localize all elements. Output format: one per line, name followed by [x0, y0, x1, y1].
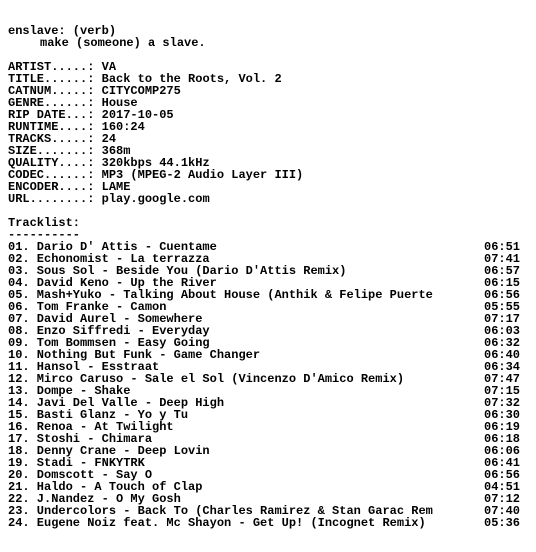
track-duration: 07:47: [484, 372, 521, 386]
info-label: ARTIST.....:: [8, 61, 102, 73]
track-title: 23. Undercolors - Back To (Charles Ramirez & Stan Garac Rem: [8, 505, 433, 517]
track-title: 21. Haldo - A Touch of Clap: [8, 481, 203, 493]
track-row: [8, 349, 528, 361]
info-label: URL........:: [8, 193, 102, 205]
track-duration: 06:56: [484, 468, 521, 482]
info-label: RUNTIME....:: [8, 121, 102, 133]
info-row: [8, 133, 528, 145]
info-value: 2017-10-05: [101, 109, 174, 121]
track-title: 22. J.Nandez - O My Gosh: [8, 493, 181, 505]
track-title: 10. Nothing But Funk - Game Changer: [8, 349, 261, 361]
track-duration: 05:36: [484, 516, 521, 530]
track-title: 13. Dompe - Shake: [8, 385, 131, 397]
info-value: play.google.com: [101, 193, 210, 205]
info-label: CATNUM.....:: [8, 85, 102, 97]
info-row: [8, 85, 528, 97]
track-duration: 07:41: [484, 252, 521, 266]
track-row: [8, 433, 528, 445]
track-row: [8, 361, 528, 373]
info-value: House: [101, 97, 138, 109]
info-label: RIP DATE...:: [8, 109, 102, 121]
info-value: 368m: [101, 145, 131, 157]
track-title: 05. Mash+Yuko - Talking About House (Anthik & Felipe Puerte: [8, 289, 433, 301]
track-row: [8, 265, 528, 277]
info-value: MP3 (MPEG-2 Audio Layer III): [101, 169, 304, 181]
track-row: [8, 301, 528, 313]
track-duration: 06:56: [484, 288, 521, 302]
track-row: [8, 241, 528, 253]
track-row: [8, 457, 528, 469]
track-row: [8, 397, 528, 409]
track-duration: 06:06: [484, 444, 521, 458]
track-title: 14. Javi Del Valle - Deep High: [8, 397, 225, 409]
track-duration: 07:40: [484, 504, 521, 518]
track-title: 02. Echonomist - La terrazza: [8, 253, 210, 265]
info-row: [8, 73, 528, 85]
track-title: 11. Hansol - Esstraat: [8, 361, 160, 373]
track-title: 20. Domscott - Say O: [8, 469, 153, 481]
spacer: [8, 49, 528, 61]
track-row: [8, 409, 528, 421]
track-row: [8, 481, 528, 493]
track-duration: 05:55: [484, 300, 521, 314]
track-row: [8, 493, 528, 505]
track-row: [8, 313, 528, 325]
info-value: 24: [101, 133, 117, 145]
track-title: 07. David Aurel - Somewhere: [8, 313, 203, 325]
track-title: 16. Renoa - At Twilight: [8, 421, 174, 433]
track-row: [8, 277, 528, 289]
track-title: 19. Stadi - FNKYTRK: [8, 457, 145, 469]
info-label: SIZE.......:: [8, 145, 102, 157]
info-row: [8, 157, 528, 169]
info-value: LAME: [101, 181, 131, 193]
track-row: [8, 517, 528, 529]
track-row: [8, 505, 528, 517]
info-value: CITYCOMP275: [101, 85, 181, 97]
definition-meaning: make (someone) a slave.: [40, 37, 206, 49]
info-label: QUALITY....:: [8, 157, 102, 169]
info-label: GENRE......:: [8, 97, 102, 109]
track-row: [8, 289, 528, 301]
info-row: [8, 121, 528, 133]
info-row: [8, 109, 528, 121]
info-value: VA: [101, 61, 117, 73]
track-title: 01. Dario D' Attis - Cuentame: [8, 241, 217, 253]
tracklist-heading: Tracklist:: [8, 217, 81, 229]
track-duration: 07:15: [484, 384, 521, 398]
track-duration: 04:51: [484, 480, 521, 494]
track-duration: 07:17: [484, 312, 521, 326]
info-row: [8, 181, 528, 193]
track-title: 24. Eugene Noiz feat. Mc Shayon - Get Up! (Incognet Remix): [8, 517, 426, 529]
info-value: 320kbps 44.1kHz: [101, 157, 210, 169]
track-row: [8, 337, 528, 349]
track-row: [8, 325, 528, 337]
spacer: [8, 205, 528, 217]
info-row: [8, 61, 528, 73]
track-duration: 06:40: [484, 348, 521, 362]
track-title: 15. Basti Glanz - Yo y Tu: [8, 409, 189, 421]
info-label: CODEC......:: [8, 169, 102, 181]
track-duration: 06:15: [484, 276, 521, 290]
nfo-text-block: [8, 25, 528, 529]
tracklist-underline: ----------: [8, 229, 81, 241]
definition-headword: enslave: (verb): [8, 25, 117, 37]
track-duration: 07:32: [484, 396, 521, 410]
track-duration: 06:41: [484, 456, 521, 470]
track-duration: 06:30: [484, 408, 521, 422]
track-duration: 06:57: [484, 264, 521, 278]
info-row: [8, 97, 528, 109]
info-value: 160:24: [101, 121, 145, 133]
track-title: 06. Tom Franke - Camon: [8, 301, 167, 313]
track-title: 08. Enzo Siffredi - Everyday: [8, 325, 210, 337]
track-duration: 07:12: [484, 492, 521, 506]
track-duration: 06:32: [484, 336, 521, 350]
info-row: [8, 169, 528, 181]
info-label: ENCODER....:: [8, 181, 102, 193]
track-title: 04. David Keno - Up the River: [8, 277, 217, 289]
track-row: [8, 445, 528, 457]
release-info: [8, 61, 528, 205]
info-label: TRACKS.....:: [8, 133, 102, 145]
track-duration: 06:51: [484, 240, 521, 254]
info-label: TITLE......:: [8, 73, 102, 85]
track-row: [8, 421, 528, 433]
track-duration: 06:03: [484, 324, 521, 338]
track-row: [8, 253, 528, 265]
track-title: 09. Tom Bommsen - Easy Going: [8, 337, 210, 349]
track-row: [8, 385, 528, 397]
info-row: [8, 145, 528, 157]
track-title: 18. Denny Crane - Deep Lovin: [8, 445, 210, 457]
track-duration: 06:19: [484, 420, 521, 434]
track-row: [8, 469, 528, 481]
track-duration: 06:18: [484, 432, 521, 446]
info-value: Back to the Roots, Vol. 2: [101, 73, 282, 85]
track-duration: 06:34: [484, 360, 521, 374]
tracklist: [8, 241, 528, 529]
track-title: 03. Sous Sol - Beside You (Dario D'Attis Remix): [8, 265, 347, 277]
track-title: 12. Mirco Caruso - Sale el Sol (Vincenzo D'Amico Remix): [8, 373, 405, 385]
track-row: [8, 373, 528, 385]
track-title: 17. Stoshi - Chimara: [8, 433, 153, 445]
info-row: [8, 193, 528, 205]
